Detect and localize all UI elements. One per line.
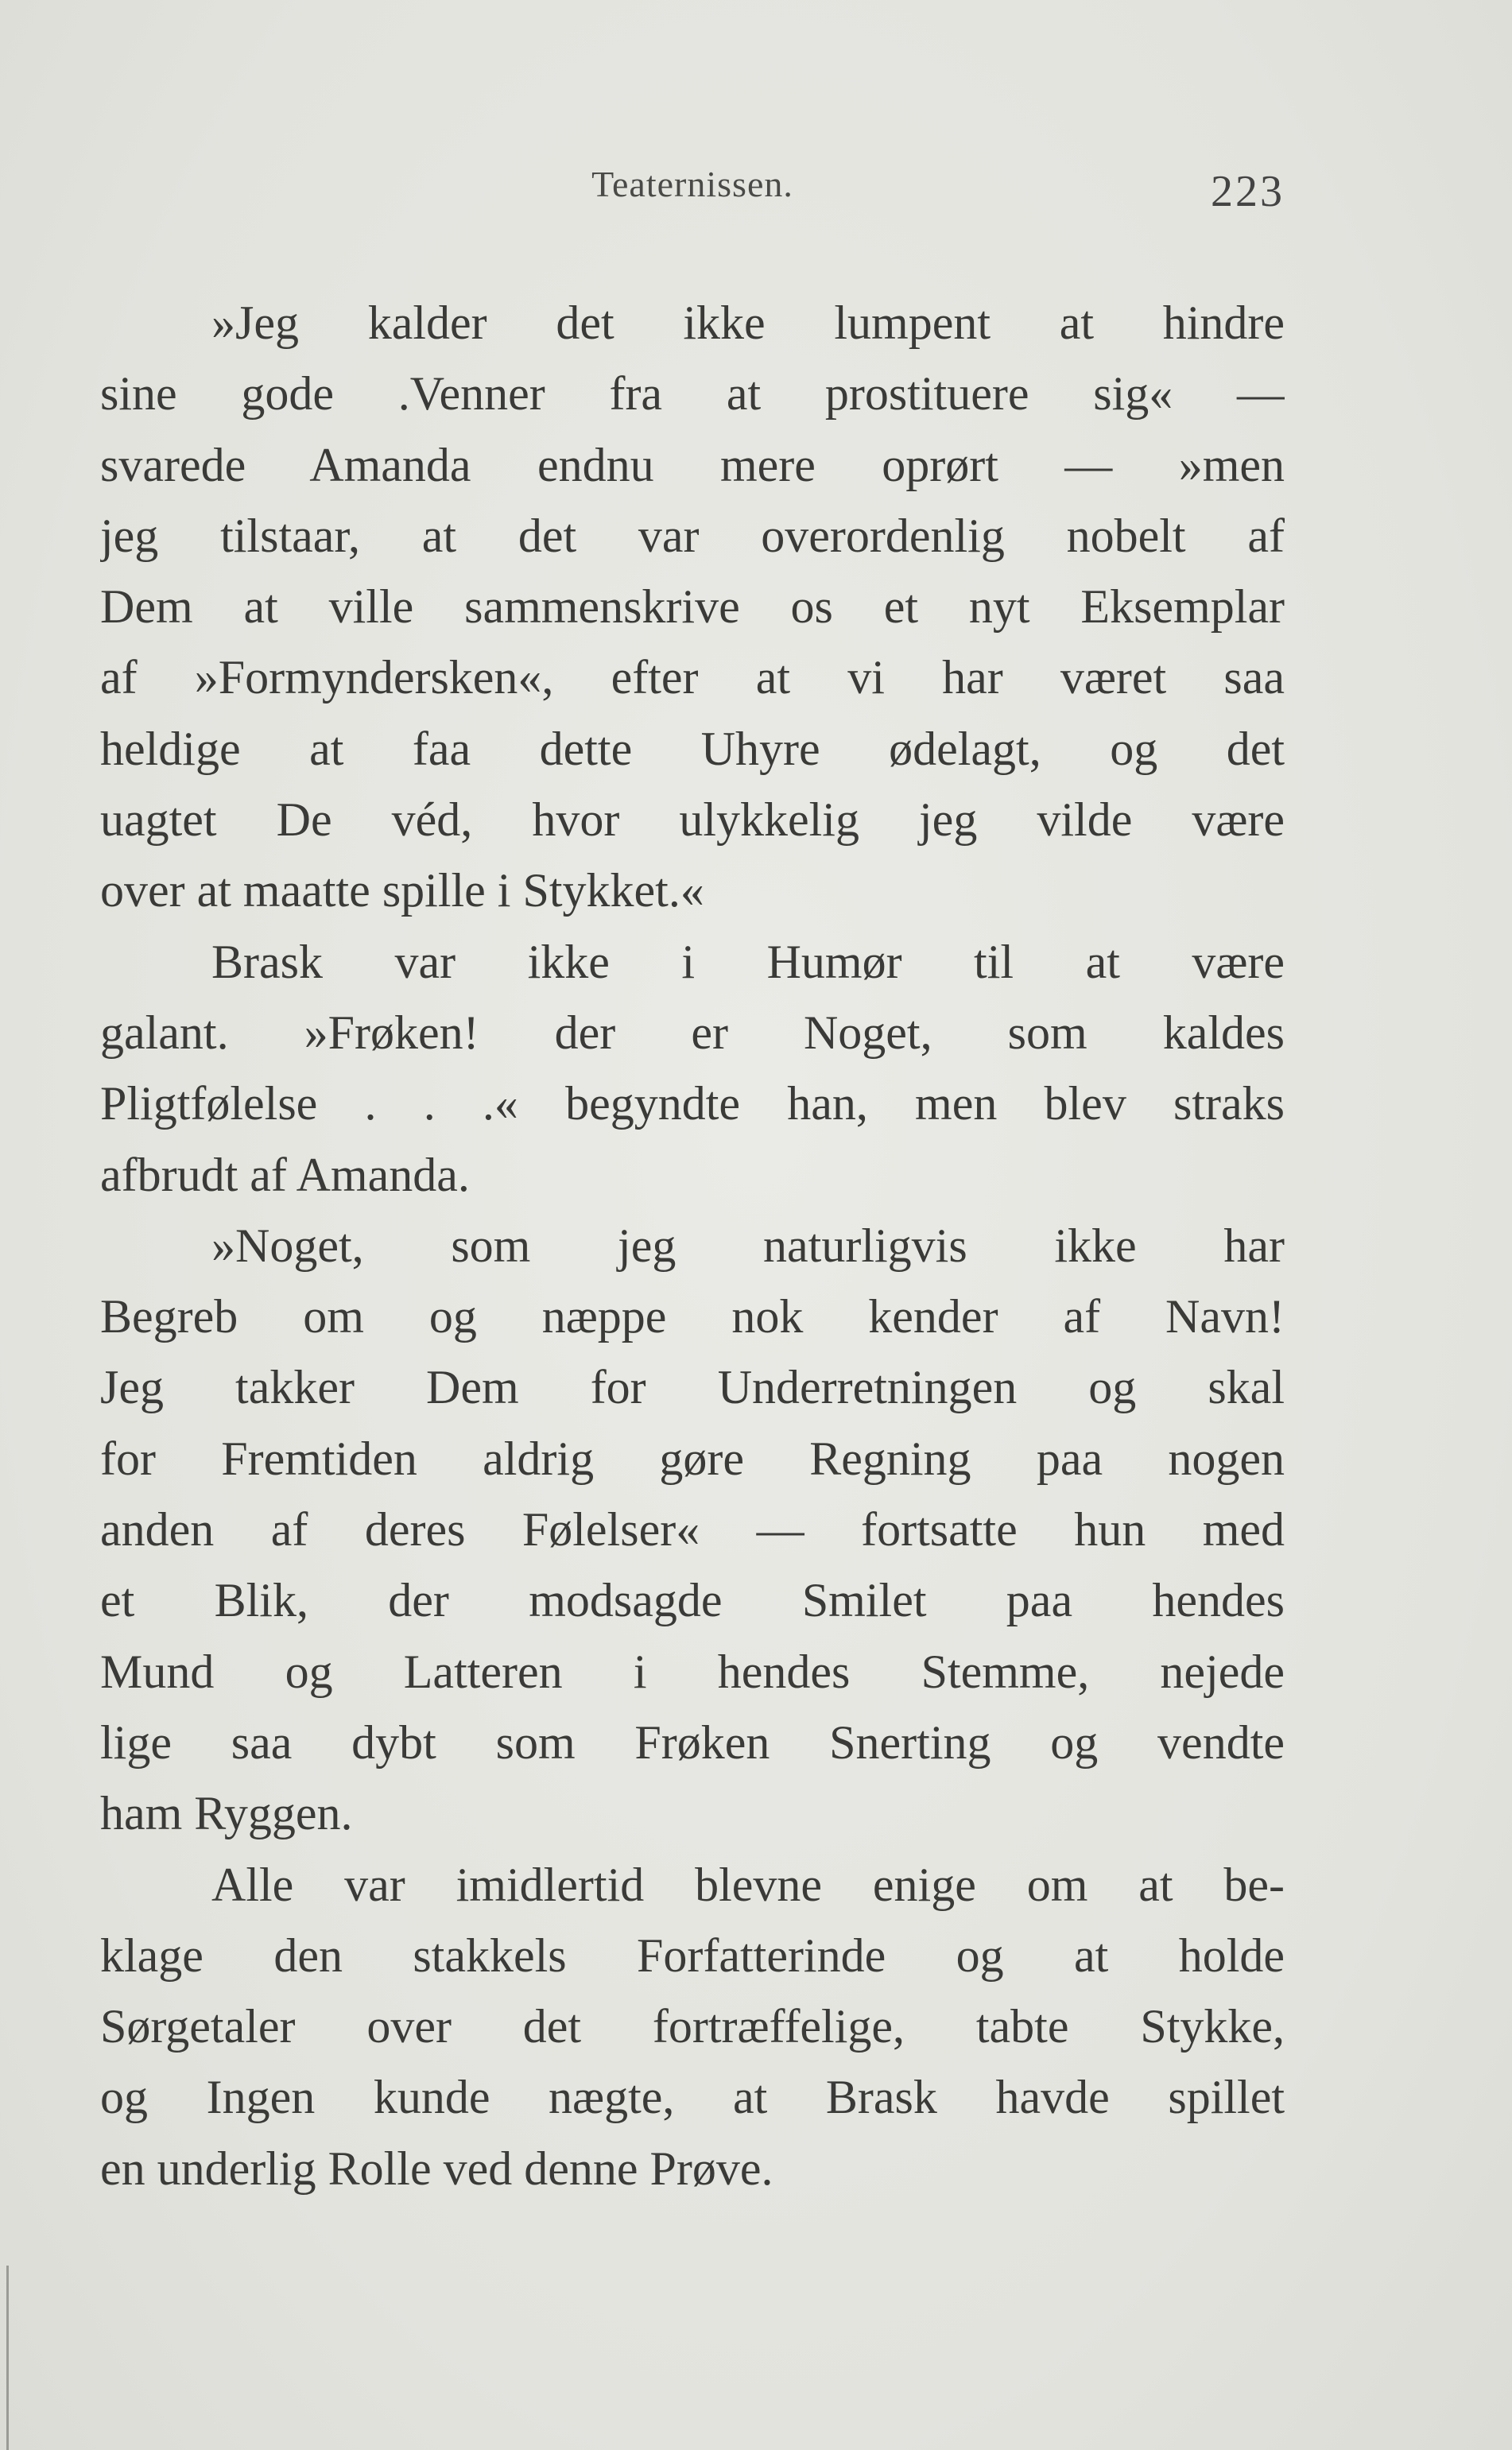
text-line: Sørgetaler over det fortræffelige, tabte Stykke, <box>100 2000 1285 2053</box>
text-line: ham Ryggen. <box>100 1787 353 1840</box>
text-line: Brask var ikke i Humør til at være <box>211 935 1285 988</box>
text-line: klage den stakkels Forfatterinde og at holde <box>100 1929 1285 1982</box>
text-line: uagtet De véd, hvor ulykkelig jeg vilde være <box>100 793 1285 847</box>
text-line: »Jeg kalder det ikke lumpent at hindre <box>211 297 1285 349</box>
text-line: Mund og Latteren i hendes Stemme, nejede <box>100 1645 1285 1698</box>
text-line: af »Formyndersken«, efter at vi har været saa <box>100 651 1285 704</box>
body-text <box>100 288 1285 2204</box>
text-line: jeg tilstaar, at det var overordenlig nobelt af <box>100 509 1285 562</box>
text-line: for Fremtiden aldrig gøre Regning paa nogen <box>100 1432 1285 1485</box>
text-line: »Noget, som jeg naturligvis ikke har <box>211 1219 1285 1272</box>
running-title: Teaternissen. <box>591 164 793 204</box>
text-line: over at maatte spille i Stykket.« <box>100 864 704 917</box>
text-line: sine gode .Venner fra at prostituere sig« — <box>100 367 1285 421</box>
page-edge-shadow <box>6 2266 9 2450</box>
text-line: afbrudt af Amanda. <box>100 1148 470 1201</box>
page-number: 223 <box>1211 167 1285 216</box>
text-line: galant. »Frøken! der er Noget, som kaldes <box>100 1006 1285 1059</box>
text-line: lige saa dybt som Frøken Snerting og vendte <box>100 1715 1285 1769</box>
text-line: Pligtfølelse . . .« begyndte han, men blev straks <box>100 1077 1285 1130</box>
text-line: heldige at faa dette Uhyre ødelagt, og det <box>100 722 1285 775</box>
text-line: svarede Amanda endnu mere oprørt — »men <box>100 438 1285 491</box>
text-line: et Blik, der modsagde Smilet paa hendes <box>100 1574 1285 1627</box>
page-header <box>100 163 1285 227</box>
text-line: Alle var imidlertid blevne enige om at be- <box>211 1858 1285 1911</box>
text-line: en underlig Rolle ved denne Prøve. <box>100 2142 773 2195</box>
text-line: Jeg takker Dem for Underretningen og skal <box>100 1361 1285 1414</box>
text-line: Dem at ville sammenskrive os et nyt Eksemplar <box>100 580 1285 634</box>
text-line: Begreb om og næppe nok kender af Navn! <box>100 1290 1285 1343</box>
text-line: og Ingen kunde nægte, at Brask havde spillet <box>100 2071 1285 2124</box>
text-line: anden af deres Følelser« — fortsatte hun med <box>100 1503 1285 1556</box>
